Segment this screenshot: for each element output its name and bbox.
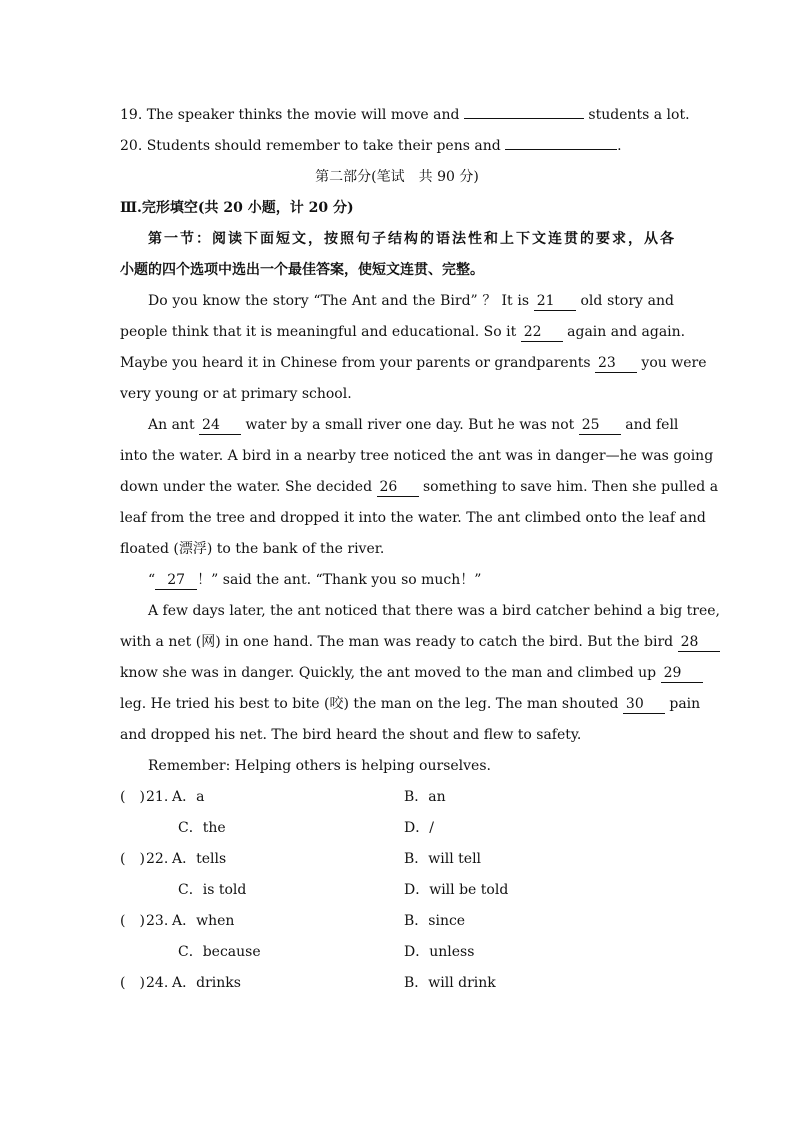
passage-line bbox=[120, 565, 674, 596]
blank-26[interactable]: 26 bbox=[377, 479, 419, 497]
passage-line bbox=[120, 627, 699, 658]
passage-text: down under the water. She decided bbox=[120, 479, 377, 495]
q19-text-after: students a lot. bbox=[583, 107, 690, 123]
blank-27[interactable]: 27 bbox=[155, 572, 197, 590]
blank-22[interactable]: 22 bbox=[521, 324, 563, 342]
question-19 bbox=[120, 100, 690, 131]
question-22-row-2 bbox=[120, 875, 674, 906]
question-20 bbox=[120, 131, 674, 162]
option-a[interactable]: A．when bbox=[172, 913, 235, 929]
question-23-row-1 bbox=[120, 906, 674, 937]
passage-text: again and again. bbox=[562, 324, 686, 340]
question-22-row-1 bbox=[120, 844, 674, 875]
passage-line bbox=[120, 472, 719, 503]
passage-line: floated (漂浮) to the bank of the river. bbox=[120, 541, 385, 557]
page-content bbox=[120, 100, 720, 999]
question-21-row-1 bbox=[120, 782, 674, 813]
passage-text: pain bbox=[664, 696, 701, 712]
question-number: 22. bbox=[146, 851, 169, 867]
passage-text: “ bbox=[148, 572, 156, 588]
question-24-row-1 bbox=[120, 968, 674, 999]
q19-answer-blank[interactable] bbox=[464, 102, 584, 119]
blank-30[interactable]: 30 bbox=[623, 696, 665, 714]
passage-line: Remember: Helping others is helping ourselves. bbox=[148, 758, 491, 774]
passage-text: ！” said the ant. “Thank you so much！” bbox=[197, 572, 482, 588]
answer-paren[interactable]: ( ) bbox=[120, 789, 145, 805]
passage-text: old story and bbox=[575, 293, 674, 309]
passage-line bbox=[120, 317, 686, 348]
blank-24[interactable]: 24 bbox=[199, 417, 241, 435]
option-c[interactable]: C．because bbox=[178, 944, 261, 960]
option-d[interactable]: D．/ bbox=[404, 820, 434, 836]
passage-text: water by a small river one day. But he was not bbox=[241, 417, 579, 433]
blank-21[interactable]: 21 bbox=[534, 293, 576, 311]
answer-paren[interactable]: ( ) bbox=[120, 913, 145, 929]
q20-text-before: 20. Students should remember to take their pens and bbox=[120, 138, 506, 154]
blank-29[interactable]: 29 bbox=[661, 665, 703, 683]
passage-line bbox=[120, 410, 679, 441]
question-23-row-2 bbox=[120, 937, 674, 968]
q19-text-before: 19. The speaker thinks the movie will move and bbox=[120, 107, 464, 123]
option-b[interactable]: B．an bbox=[404, 789, 446, 805]
passage-line bbox=[120, 658, 682, 689]
question-number: 21. bbox=[146, 789, 169, 805]
passage-line: leaf from the tree and dropped it into the water. The ant climbed onto the leaf and bbox=[120, 510, 706, 526]
passage-text: An ant bbox=[148, 417, 200, 433]
option-d[interactable]: D．unless bbox=[404, 944, 475, 960]
question-number: 24. bbox=[146, 975, 169, 991]
option-a[interactable]: A．tells bbox=[172, 851, 227, 867]
passage-line bbox=[120, 348, 707, 379]
q20-answer-blank[interactable] bbox=[505, 133, 617, 150]
passage-text: know she was in danger. Quickly, the ant moved to the man and climbed up bbox=[120, 665, 661, 681]
answer-paren[interactable]: ( ) bbox=[120, 975, 145, 991]
option-c[interactable]: C．the bbox=[178, 820, 226, 836]
passage-text: with a net (网) in one hand. The man was ready to catch the bird. But the bird bbox=[120, 634, 678, 650]
blank-25[interactable]: 25 bbox=[579, 417, 621, 435]
answer-paren[interactable]: ( ) bbox=[120, 851, 145, 867]
passage-text: Do you know the story “The Ant and the Bird” ？ It is bbox=[148, 293, 534, 309]
q20-text-after: . bbox=[617, 138, 622, 154]
option-a[interactable]: A．drinks bbox=[172, 975, 241, 991]
part2-title: 第二部分(笔试 共 90 分) bbox=[315, 169, 479, 185]
passage-line: A few days later, the ant noticed that there was a bird catcher behind a big tree, bbox=[148, 603, 720, 619]
passage-line bbox=[120, 689, 701, 720]
passage-text: people think that it is meaningful and educational. So it bbox=[120, 324, 521, 340]
passage-line bbox=[120, 286, 674, 317]
passage-text: Maybe you heard it in Chinese from your parents or grandparents bbox=[120, 355, 595, 371]
blank-23[interactable]: 23 bbox=[595, 355, 637, 373]
section3-title: Ⅲ.完形填空(共 20 小题，计 20 分) bbox=[120, 200, 354, 216]
question-21-row-2 bbox=[120, 813, 674, 844]
instructions-line-2: 小题的四个选项中选出一个最佳答案，使短文连贯、完整。 bbox=[120, 262, 484, 278]
question-number: 23. bbox=[146, 913, 169, 929]
instructions-line-1: 第一节：阅读下面短文，按照句子结构的语法性和上下文连贯的要求，从各 bbox=[148, 231, 674, 247]
passage-line: very young or at primary school. bbox=[120, 386, 352, 402]
passage-text: leg. He tried his best to bite (咬) the man on the leg. The man shouted bbox=[120, 696, 623, 712]
option-b[interactable]: B．will drink bbox=[404, 975, 496, 991]
blank-28[interactable]: 28 bbox=[678, 634, 720, 652]
option-d[interactable]: D．will be told bbox=[404, 882, 509, 898]
passage-text: and fell bbox=[620, 417, 679, 433]
passage-text: something to save him. Then she pulled a bbox=[418, 479, 719, 495]
option-b[interactable]: B．since bbox=[404, 913, 466, 929]
option-c[interactable]: C．is told bbox=[178, 882, 247, 898]
passage-line: and dropped his net. The bird heard the shout and flew to safety. bbox=[120, 727, 582, 743]
passage-text: you were bbox=[636, 355, 707, 371]
passage-line: into the water. A bird in a nearby tree noticed the ant was in danger—he was going bbox=[120, 448, 714, 464]
option-a[interactable]: A．a bbox=[172, 789, 205, 805]
option-b[interactable]: B．will tell bbox=[404, 851, 482, 867]
